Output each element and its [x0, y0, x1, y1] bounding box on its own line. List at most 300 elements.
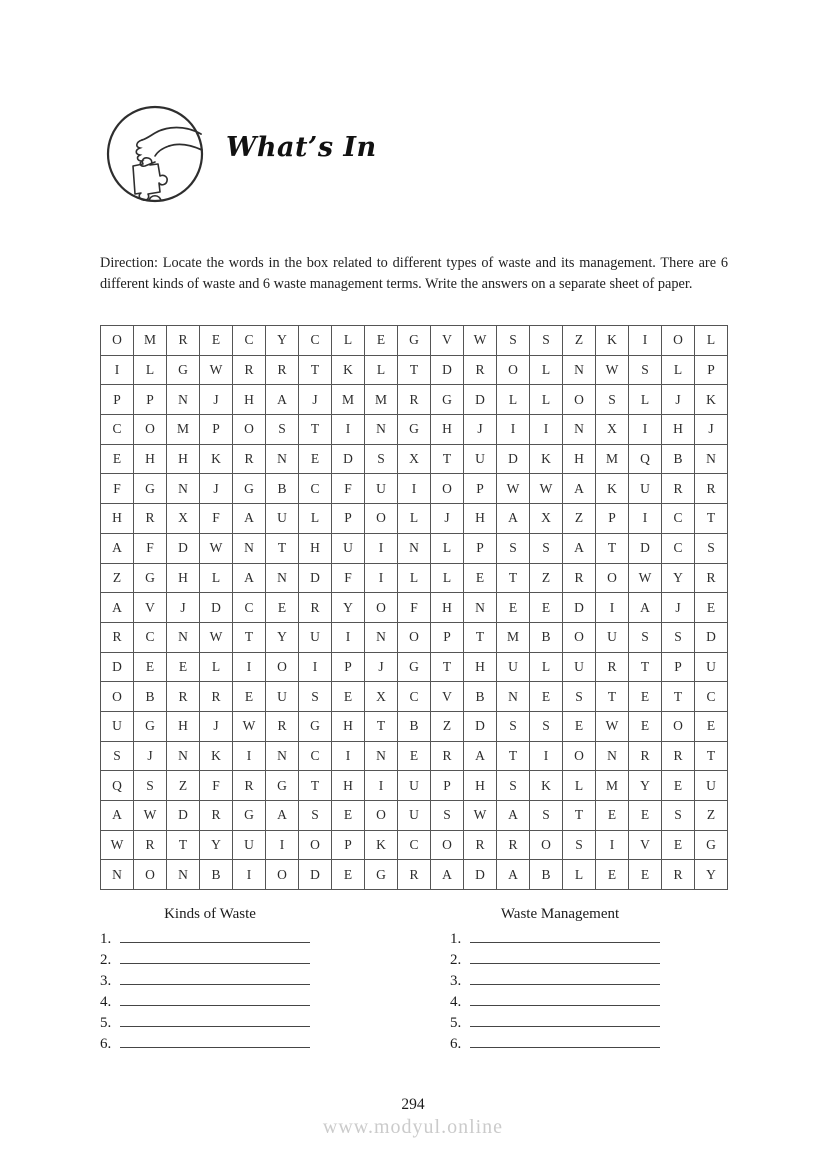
grid-cell-letter: W — [200, 355, 233, 385]
grid-cell-letter: I — [332, 415, 365, 445]
grid-cell-letter: E — [266, 593, 299, 623]
grid-cell-letter: I — [299, 652, 332, 682]
grid-cell-letter: B — [266, 474, 299, 504]
grid-cell-letter: R — [200, 682, 233, 712]
grid-cell-letter: B — [134, 682, 167, 712]
grid-cell-letter: Z — [695, 801, 728, 831]
grid-cell-letter: T — [497, 741, 530, 771]
grid-cell-letter: R — [134, 504, 167, 534]
grid-cell-letter: N — [266, 444, 299, 474]
grid-cell-letter: T — [398, 355, 431, 385]
grid-cell-letter: U — [233, 830, 266, 860]
answer-item — [450, 970, 670, 991]
grid-cell-letter: G — [431, 385, 464, 415]
grid-cell-letter: S — [530, 326, 563, 356]
waste-management-section — [450, 906, 670, 1054]
grid-cell-letter: V — [431, 682, 464, 712]
grid-cell-letter: Q — [629, 444, 662, 474]
grid-cell-letter: F — [200, 504, 233, 534]
answer-number: 6. — [450, 1036, 462, 1052]
grid-cell-letter: T — [497, 563, 530, 593]
answer-item — [450, 991, 670, 1012]
grid-cell-letter: A — [101, 801, 134, 831]
grid-cell-letter: P — [134, 385, 167, 415]
grid-cell-letter: H — [332, 771, 365, 801]
grid-cell-letter: P — [464, 533, 497, 563]
grid-cell-letter: U — [497, 652, 530, 682]
grid-cell-letter: I — [398, 474, 431, 504]
grid-cell-letter: R — [695, 563, 728, 593]
answer-number: 1. — [450, 931, 462, 947]
grid-cell-letter: A — [464, 741, 497, 771]
grid-cell-letter: N — [101, 860, 134, 890]
grid-cell-letter: L — [200, 563, 233, 593]
grid-cell-letter: C — [398, 830, 431, 860]
grid-cell-letter: A — [497, 860, 530, 890]
grid-cell-letter: J — [299, 385, 332, 415]
grid-cell-letter: L — [431, 533, 464, 563]
grid-cell-letter: F — [134, 533, 167, 563]
grid-cell-letter: R — [497, 830, 530, 860]
grid-cell-letter: O — [365, 504, 398, 534]
grid-cell-letter: I — [596, 593, 629, 623]
grid-cell-letter: N — [596, 741, 629, 771]
grid-cell-letter: N — [167, 385, 200, 415]
grid-cell-letter: O — [662, 326, 695, 356]
grid-cell-letter: C — [101, 415, 134, 445]
grid-cell-letter: W — [596, 711, 629, 741]
grid-cell-letter: E — [563, 711, 596, 741]
grid-cell-letter: E — [365, 326, 398, 356]
grid-cell-letter: C — [233, 326, 266, 356]
grid-cell-letter: H — [431, 415, 464, 445]
grid-cell-letter: E — [629, 711, 662, 741]
grid-cell-letter: U — [365, 474, 398, 504]
grid-row — [101, 326, 728, 356]
grid-cell-letter: A — [233, 563, 266, 593]
grid-cell-letter: O — [398, 622, 431, 652]
grid-cell-letter: R — [662, 741, 695, 771]
grid-cell-letter: U — [266, 682, 299, 712]
grid-cell-letter: L — [695, 326, 728, 356]
grid-cell-letter: J — [200, 711, 233, 741]
answer-blank — [470, 991, 660, 1006]
grid-cell-letter: Y — [662, 563, 695, 593]
grid-cell-letter: O — [563, 622, 596, 652]
grid-cell-letter: S — [563, 682, 596, 712]
grid-cell-letter: N — [167, 622, 200, 652]
grid-cell-letter: S — [629, 355, 662, 385]
grid-row — [101, 444, 728, 474]
grid-cell-letter: O — [365, 801, 398, 831]
grid-cell-letter: H — [332, 711, 365, 741]
grid-cell-letter: S — [431, 801, 464, 831]
grid-cell-letter: P — [695, 355, 728, 385]
grid-cell-letter: T — [662, 682, 695, 712]
grid-cell-letter: H — [134, 444, 167, 474]
grid-cell-letter: S — [365, 444, 398, 474]
grid-cell-letter: L — [662, 355, 695, 385]
grid-cell-letter: T — [431, 652, 464, 682]
grid-cell-letter: W — [596, 355, 629, 385]
grid-cell-letter: S — [596, 385, 629, 415]
grid-cell-letter: N — [464, 593, 497, 623]
answer-item — [450, 949, 670, 970]
grid-cell-letter: L — [497, 385, 530, 415]
grid-cell-letter: O — [530, 830, 563, 860]
grid-cell-letter: R — [233, 444, 266, 474]
grid-cell-letter: R — [662, 860, 695, 890]
grid-cell-letter: V — [629, 830, 662, 860]
grid-cell-letter: S — [134, 771, 167, 801]
grid-cell-letter: D — [101, 652, 134, 682]
grid-cell-letter: O — [134, 860, 167, 890]
grid-cell-letter: G — [233, 801, 266, 831]
grid-cell-letter: G — [365, 860, 398, 890]
grid-cell-letter: P — [101, 385, 134, 415]
grid-cell-letter: I — [596, 830, 629, 860]
grid-cell-letter: E — [398, 741, 431, 771]
grid-cell-letter: W — [101, 830, 134, 860]
answer-blank — [120, 991, 310, 1006]
grid-cell-letter: E — [695, 593, 728, 623]
grid-cell-letter: D — [629, 533, 662, 563]
grid-cell-letter: T — [695, 741, 728, 771]
grid-cell-letter: R — [101, 622, 134, 652]
answer-number: 5. — [100, 1015, 112, 1031]
grid-cell-letter: P — [431, 622, 464, 652]
grid-cell-letter: X — [398, 444, 431, 474]
grid-cell-letter: J — [200, 474, 233, 504]
grid-cell-letter: O — [101, 326, 134, 356]
grid-cell-letter: I — [365, 533, 398, 563]
grid-cell-letter: Y — [266, 326, 299, 356]
grid-cell-letter: T — [596, 682, 629, 712]
grid-row — [101, 771, 728, 801]
direction-text: Direction: Locate the words in the box related to different types of waste and its management. There are 6 different kinds of waste and 6 waste management terms. Write the answers on a separate sheet of paper. — [100, 255, 728, 293]
page-number: 294 — [401, 1096, 425, 1113]
grid-cell-letter: H — [167, 563, 200, 593]
grid-cell-letter: J — [134, 741, 167, 771]
grid-cell-letter: R — [695, 474, 728, 504]
grid-cell-letter: U — [398, 771, 431, 801]
grid-row — [101, 593, 728, 623]
grid-cell-letter: S — [530, 711, 563, 741]
grid-cell-letter: K — [332, 355, 365, 385]
grid-cell-letter: L — [299, 504, 332, 534]
grid-cell-letter: H — [662, 415, 695, 445]
grid-cell-letter: E — [629, 860, 662, 890]
grid-cell-letter: C — [134, 622, 167, 652]
grid-cell-letter: R — [266, 711, 299, 741]
grid-cell-letter: U — [266, 504, 299, 534]
grid-row — [101, 533, 728, 563]
grid-cell-letter: K — [530, 444, 563, 474]
grid-cell-letter: P — [662, 652, 695, 682]
kinds-of-waste-title: Kinds of Waste — [164, 906, 256, 922]
answer-blank — [120, 970, 310, 985]
grid-cell-letter: N — [233, 533, 266, 563]
grid-cell-letter: A — [101, 593, 134, 623]
grid-cell-letter: I — [497, 415, 530, 445]
grid-cell-letter: T — [596, 533, 629, 563]
grid-cell-letter: E — [596, 801, 629, 831]
grid-cell-letter: G — [398, 415, 431, 445]
answer-blank — [120, 1012, 310, 1027]
grid-cell-letter: Y — [332, 593, 365, 623]
grid-cell-letter: E — [530, 593, 563, 623]
waste-management-list — [450, 928, 670, 1054]
grid-cell-letter: F — [398, 593, 431, 623]
grid-cell-letter: O — [563, 385, 596, 415]
grid-cell-letter: F — [101, 474, 134, 504]
answer-item — [100, 1033, 320, 1054]
grid-cell-letter: K — [530, 771, 563, 801]
grid-cell-letter: R — [167, 326, 200, 356]
grid-cell-letter: L — [530, 652, 563, 682]
grid-cell-letter: M — [167, 415, 200, 445]
grid-cell-letter: R — [398, 860, 431, 890]
grid-cell-letter: E — [332, 801, 365, 831]
grid-cell-letter: N — [563, 415, 596, 445]
grid-cell-letter: D — [299, 860, 332, 890]
grid-cell-letter: I — [365, 563, 398, 593]
grid-cell-letter: R — [134, 830, 167, 860]
grid-cell-letter: W — [464, 801, 497, 831]
page-title: What’s In — [226, 132, 377, 163]
grid-cell-letter: B — [464, 682, 497, 712]
grid-cell-letter: P — [200, 415, 233, 445]
grid-cell-letter: Y — [695, 860, 728, 890]
grid-cell-letter: A — [497, 504, 530, 534]
grid-cell-letter: Y — [266, 622, 299, 652]
grid-cell-letter: C — [299, 741, 332, 771]
grid-cell-letter: U — [563, 652, 596, 682]
grid-row — [101, 652, 728, 682]
grid-cell-letter: J — [662, 385, 695, 415]
grid-cell-letter: E — [530, 682, 563, 712]
grid-cell-letter: H — [464, 771, 497, 801]
grid-cell-letter: K — [695, 385, 728, 415]
grid-cell-letter: G — [398, 326, 431, 356]
grid-cell-letter: I — [629, 415, 662, 445]
grid-cell-letter: C — [299, 326, 332, 356]
grid-row — [101, 504, 728, 534]
grid-cell-letter: I — [629, 504, 662, 534]
grid-cell-letter: E — [662, 771, 695, 801]
grid-cell-letter: H — [167, 444, 200, 474]
grid-cell-letter: X — [365, 682, 398, 712]
grid-cell-letter: N — [365, 622, 398, 652]
grid-cell-letter: D — [563, 593, 596, 623]
grid-cell-letter: E — [233, 682, 266, 712]
grid-cell-letter: U — [695, 652, 728, 682]
grid-cell-letter: C — [233, 593, 266, 623]
answer-blank — [120, 928, 310, 943]
grid-cell-letter: E — [464, 563, 497, 593]
grid-cell-letter: K — [596, 474, 629, 504]
grid-cell-letter: L — [332, 326, 365, 356]
grid-cell-letter: G — [134, 563, 167, 593]
grid-cell-letter: R — [233, 355, 266, 385]
grid-cell-letter: G — [266, 771, 299, 801]
grid-cell-letter: R — [200, 801, 233, 831]
grid-cell-letter: T — [695, 504, 728, 534]
grid-cell-letter: E — [134, 652, 167, 682]
grid-row — [101, 711, 728, 741]
grid-cell-letter: A — [101, 533, 134, 563]
grid-cell-letter: B — [530, 622, 563, 652]
grid-cell-letter: M — [497, 622, 530, 652]
grid-cell-letter: W — [629, 563, 662, 593]
grid-cell-letter: D — [200, 593, 233, 623]
grid-cell-letter: G — [233, 474, 266, 504]
grid-cell-letter: E — [200, 326, 233, 356]
waste-management-title: Waste Management — [500, 906, 620, 922]
grid-cell-letter: L — [563, 860, 596, 890]
grid-cell-letter: R — [596, 652, 629, 682]
grid-cell-letter: G — [134, 711, 167, 741]
grid-row — [101, 860, 728, 890]
grid-cell-letter: D — [299, 563, 332, 593]
grid-cell-letter: A — [497, 801, 530, 831]
answer-number: 6. — [100, 1036, 112, 1052]
grid-cell-letter: D — [332, 444, 365, 474]
grid-cell-letter: K — [200, 741, 233, 771]
grid-cell-letter: M — [332, 385, 365, 415]
grid-cell-letter: W — [497, 474, 530, 504]
grid-cell-letter: T — [563, 801, 596, 831]
answer-blank — [120, 949, 310, 964]
grid-cell-letter: H — [167, 711, 200, 741]
grid-cell-letter: R — [464, 830, 497, 860]
grid-cell-letter: N — [266, 741, 299, 771]
answer-blank — [470, 928, 660, 943]
grid-cell-letter: H — [233, 385, 266, 415]
grid-cell-letter: I — [332, 622, 365, 652]
grid-cell-letter: T — [167, 830, 200, 860]
grid-cell-letter: Z — [563, 504, 596, 534]
grid-cell-letter: K — [596, 326, 629, 356]
answer-number: 4. — [450, 994, 462, 1010]
grid-cell-letter: D — [497, 444, 530, 474]
grid-cell-letter: S — [497, 326, 530, 356]
grid-cell-letter: L — [398, 563, 431, 593]
grid-cell-letter: D — [464, 711, 497, 741]
grid-cell-letter: S — [299, 682, 332, 712]
answer-item — [100, 928, 320, 949]
grid-cell-letter: O — [431, 474, 464, 504]
grid-cell-letter: Y — [629, 771, 662, 801]
grid-cell-letter: O — [134, 415, 167, 445]
grid-cell-letter: R — [167, 682, 200, 712]
grid-cell-letter: H — [431, 593, 464, 623]
grid-cell-letter: J — [431, 504, 464, 534]
grid-cell-letter: B — [662, 444, 695, 474]
answer-item — [450, 1033, 670, 1054]
grid-cell-letter: S — [530, 801, 563, 831]
grid-cell-letter: U — [629, 474, 662, 504]
grid-cell-letter: U — [596, 622, 629, 652]
grid-cell-letter: W — [530, 474, 563, 504]
grid-cell-letter: E — [629, 801, 662, 831]
grid-cell-letter: B — [200, 860, 233, 890]
grid-cell-letter: A — [431, 860, 464, 890]
grid-cell-letter: N — [398, 533, 431, 563]
grid-cell-letter: D — [167, 801, 200, 831]
grid-cell-letter: H — [299, 533, 332, 563]
grid-cell-letter: T — [365, 711, 398, 741]
grid-cell-letter: E — [299, 444, 332, 474]
grid-cell-letter: L — [200, 652, 233, 682]
grid-cell-letter: T — [266, 533, 299, 563]
grid-cell-letter: A — [266, 385, 299, 415]
grid-cell-letter: Z — [530, 563, 563, 593]
grid-cell-letter: T — [299, 415, 332, 445]
grid-cell-letter: E — [662, 830, 695, 860]
grid-cell-letter: Z — [167, 771, 200, 801]
grid-cell-letter: Y — [200, 830, 233, 860]
grid-cell-letter: N — [365, 415, 398, 445]
grid-cell-letter: T — [299, 355, 332, 385]
grid-cell-letter: J — [695, 415, 728, 445]
grid-cell-letter: O — [596, 563, 629, 593]
grid-cell-letter: G — [167, 355, 200, 385]
grid-cell-letter: N — [167, 860, 200, 890]
grid-cell-letter: T — [431, 444, 464, 474]
grid-cell-letter: E — [695, 711, 728, 741]
grid-cell-letter: I — [266, 830, 299, 860]
grid-cell-letter: H — [464, 652, 497, 682]
grid-cell-letter: I — [233, 652, 266, 682]
grid-cell-letter: F — [200, 771, 233, 801]
grid-cell-letter: U — [464, 444, 497, 474]
grid-cell-letter: A — [233, 504, 266, 534]
grid-cell-letter: I — [233, 741, 266, 771]
grid-cell-letter: I — [332, 741, 365, 771]
grid-cell-letter: L — [365, 355, 398, 385]
grid-cell-letter: C — [662, 533, 695, 563]
grid-cell-letter: T — [464, 622, 497, 652]
grid-row — [101, 741, 728, 771]
grid-cell-letter: K — [200, 444, 233, 474]
grid-cell-letter: J — [167, 593, 200, 623]
grid-cell-letter: R — [299, 593, 332, 623]
grid-cell-letter: R — [431, 741, 464, 771]
grid-cell-letter: R — [398, 385, 431, 415]
grid-cell-letter: E — [596, 860, 629, 890]
grid-cell-letter: R — [662, 474, 695, 504]
grid-cell-letter: P — [464, 474, 497, 504]
answer-number: 4. — [100, 994, 112, 1010]
grid-cell-letter: L — [134, 355, 167, 385]
grid-cell-letter: G — [695, 830, 728, 860]
word-search-grid — [100, 325, 728, 890]
grid-cell-letter: S — [299, 801, 332, 831]
grid-cell-letter: S — [563, 830, 596, 860]
answer-blank — [470, 949, 660, 964]
answer-item — [100, 970, 320, 991]
grid-cell-letter: X — [167, 504, 200, 534]
grid-cell-letter: U — [101, 711, 134, 741]
grid-cell-letter: N — [365, 741, 398, 771]
grid-cell-letter: E — [629, 682, 662, 712]
grid-cell-letter: R — [629, 741, 662, 771]
grid-cell-letter: X — [596, 415, 629, 445]
grid-cell-letter: I — [101, 355, 134, 385]
answer-blank — [120, 1033, 310, 1048]
grid-cell-letter: O — [266, 652, 299, 682]
